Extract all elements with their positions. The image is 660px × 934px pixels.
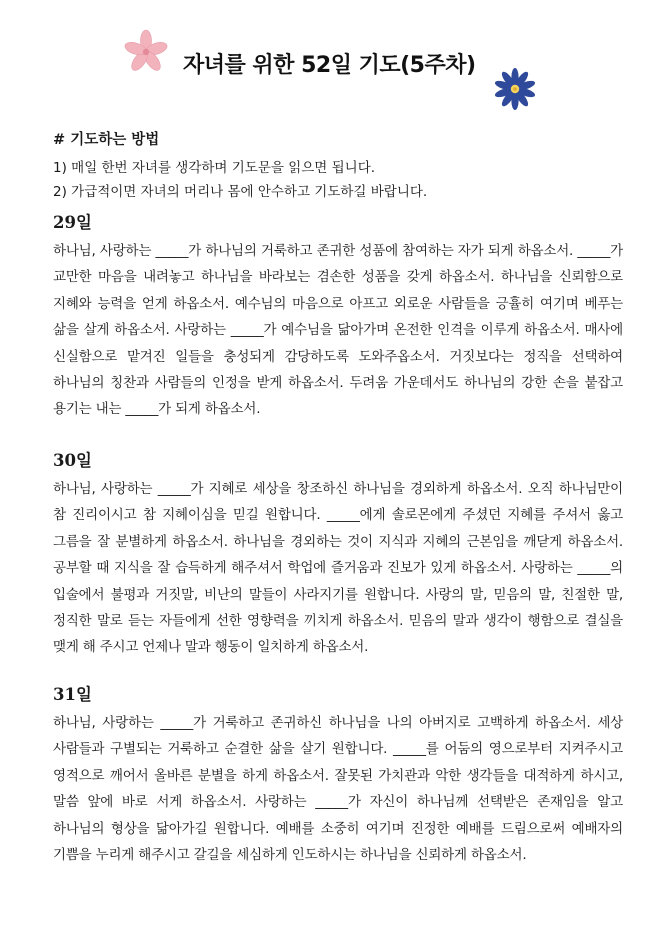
day-prayer-text: 하나님, 사랑하는 _____가 지혜로 세상을 창조하신 하나님을 경외하게 하옵소서. 오직 하나님만이 참 진리이시고 참 지혜이심을 믿길 원합니다. _____에게 솔로몬에게 주셨던 지혜를 주셔서 옳고 그름을 잘 분별하게 하옵소서. 하나님을 경외하는 것이 지식과 지혜의 근본임을 깨닫게 하옵소서. 공부할 때 지식을 잘 습득하게 해주셔서 학업에 즐거움과 진보가 있게 하옵소서. 사랑하는 _____의 입술에서 불평과 거짓말, 비난의 말들이 사라지기를 원합니다. 사랑의 말, 믿음의 말, 친절한 말, 정직한 말로 듣는 자들에게 선한 영향력을 끼치게 하옵소서. 믿음의 말과 생각이 행함으로 결실을 맺게 해 주시고 언제나 말과 행동이 일치하게 하옵소서. [53,481,623,656]
prayer-method-section [53,130,623,204]
method-line-1: 1) 매일 한번 자녀를 생각하며 기도문을 읽으면 됩니다. [53,160,376,176]
day-prayer-text: 하나님, 사랑하는 _____가 하나님의 거룩하고 존귀한 성품에 참여하는 자가 되게 하옵소서. _____가 교만한 마음을 내려놓고 하나님을 바라보는 겸손한 성품을 갖게 하옵소서. 하나님을 신뢰함으로 지혜와 능력을 얻게 하옵소서. 예수님의 마음으로 아프고 외로운 사람들을 긍휼히 여기며 베푸는 삶을 살게 하옵소서. 사랑하는 _____가 예수님을 닮아가며 온전한 인격을 이루게 하옵소서. 매사에 신실함으로 맡겨진 일들을 충성되게 감당하도록 도와주옵소서. 거짓보다는 정직을 선택하여 하나님의 칭찬과 사람들의 인정을 받게 하옵소서. 두려움 가운데서도 하나님의 강한 손을 붙잡고 용기는 내는 _____가 되게 하옵소서. [53,243,623,418]
title-row [0,0,660,120]
day-29-section [53,212,623,423]
day-31-section [53,684,623,868]
day-heading: 29일 [53,213,92,232]
blue-flower-icon [492,66,538,112]
day-heading: 30일 [53,451,92,470]
page-title: 자녀를 위한 52일 기도(5주차) [183,53,476,78]
method-heading: # 기도하는 방법 [53,132,160,148]
day-30-section [53,450,623,661]
pink-flower-icon [122,28,170,76]
day-prayer-text: 하나님, 사랑하는 _____가 거룩하고 존귀하신 하나님을 나의 아버지로 고백하게 하옵소서. 세상 사람들과 구별되는 거룩하고 순결한 삶을 살기 원합니다. _____를 어둠의 영으로부터 지켜주시고 영적으로 깨어서 올바른 분별을 하게 하옵소서. 잘못된 가치관과 악한 생각들을 대적하게 하시고, 말씀 앞에 바로 서게 하옵소서. 사랑하는 _____가 자신이 하나님께 선택받은 존재임을 알고 하나님의 형상을 닮아가길 원합니다. 예배를 소중히 여기며 진정한 예배를 드림으로써 예배자의 기쁨을 누리게 해주시고 갈길을 세심하게 인도하시는 하나님을 신뢰하게 하옵소서. [53,715,623,864]
method-line-2: 2) 가급적이면 자녀의 머리나 몸에 안수하고 기도하길 바랍니다. [53,184,428,200]
day-heading: 31일 [53,685,92,704]
